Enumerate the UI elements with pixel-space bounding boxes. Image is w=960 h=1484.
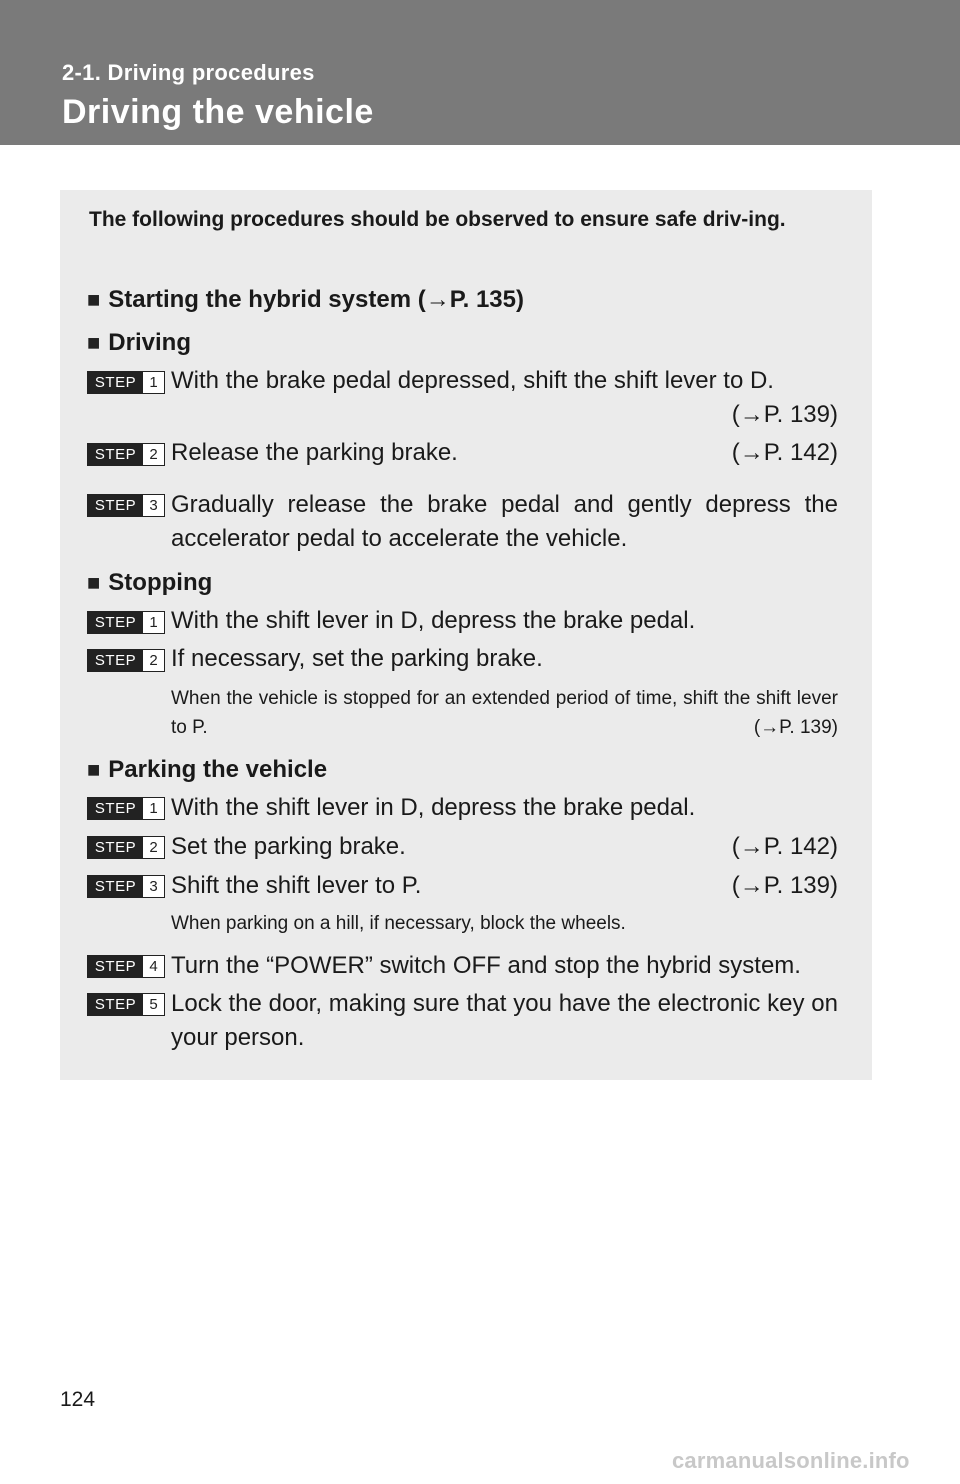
step-badge-label: STEP [88,495,143,516]
heading-starting [87,286,524,314]
page-header [0,0,960,145]
step-badge-label: STEP [88,612,143,633]
step-badge-number: 3 [143,495,164,516]
step-text: With the brake pedal depressed, shift the shift lever to D. [171,367,774,394]
step-badge-number: 2 [143,837,164,858]
step-badge-label: STEP [88,876,143,897]
step-badge [87,611,165,634]
step-text: Release the parking brake. [171,439,458,466]
step-badge-number: 2 [143,444,164,465]
heading-driving-text: Driving [108,329,191,356]
step-badge-number: 5 [143,994,164,1015]
bullet-square-icon: ■ [87,570,101,595]
step-badge-label: STEP [88,956,143,977]
note-text: When the vehicle is stopped for an extended period of time, shift the shift lever to P. [171,688,838,738]
step-badge-label: STEP [88,837,143,858]
step-badge-label: STEP [88,798,143,819]
step-badge [87,371,165,394]
procedure-box [60,190,872,1080]
step-badge-number: 4 [143,956,164,977]
page-title: Driving the vehicle [62,93,374,131]
heading-driving [87,329,191,357]
heading-stopping [87,569,212,597]
step-badge [87,797,165,820]
step-text: Shift the shift lever to P. [171,872,422,899]
step-badge [87,443,165,466]
step-badge [87,836,165,859]
step-badge-label: STEP [88,372,143,393]
page-reference: (→P. 139) [753,717,838,738]
step-badge-number: 1 [143,612,164,633]
page-number: 124 [60,1388,96,1411]
step-badge [87,993,165,1016]
step-text: Turn the “POWER” switch OFF and stop the hybrid system. [171,952,801,979]
note-text: When parking on a hill, if necessary, block the wheels. [171,913,626,934]
step-text: With the shift lever in D, depress the brake pedal. [171,607,696,634]
watermark: carmanualsonline.info [672,1448,910,1473]
step-badge [87,955,165,978]
step-badge-number: 3 [143,876,164,897]
step-badge-number: 1 [143,798,164,819]
step-text: Gradually release the brake pedal and gently depress the accelerator pedal to accelerate the vehicle. [171,491,838,552]
step-text: If necessary, set the parking brake. [171,645,543,672]
bullet-square-icon: ■ [87,757,101,782]
step-text: Lock the door, making sure that you have the electronic key on your person. [171,990,838,1051]
bullet-square-icon: ■ [87,330,101,355]
step-badge [87,875,165,898]
section-label: 2-1. Driving procedures [62,60,315,85]
step-badge [87,494,165,517]
step-text: With the shift lever in D, depress the brake pedal. [171,794,696,821]
step-text: Set the parking brake. [171,833,406,860]
step-badge-label: STEP [88,444,143,465]
heading-parking-text: Parking the vehicle [108,756,328,783]
heading-stopping-text: Stopping [108,569,213,596]
intro-text: The following procedures should be observed to ensure safe driv-ing. [89,208,786,231]
heading-starting-text: Starting the hybrid system (→P. 135) [108,286,524,313]
step-badge-number: 1 [143,372,164,393]
page-reference: (→P. 139) [731,872,838,899]
page-reference: (→P. 142) [731,439,838,466]
bullet-square-icon: ■ [87,287,101,312]
step-badge [87,649,165,672]
step-badge-number: 2 [143,650,164,671]
page-reference: (→P. 139) [731,401,838,428]
step-badge-label: STEP [88,994,143,1015]
heading-parking [87,756,327,784]
page-reference: (→P. 142) [731,833,838,860]
step-badge-label: STEP [88,650,143,671]
